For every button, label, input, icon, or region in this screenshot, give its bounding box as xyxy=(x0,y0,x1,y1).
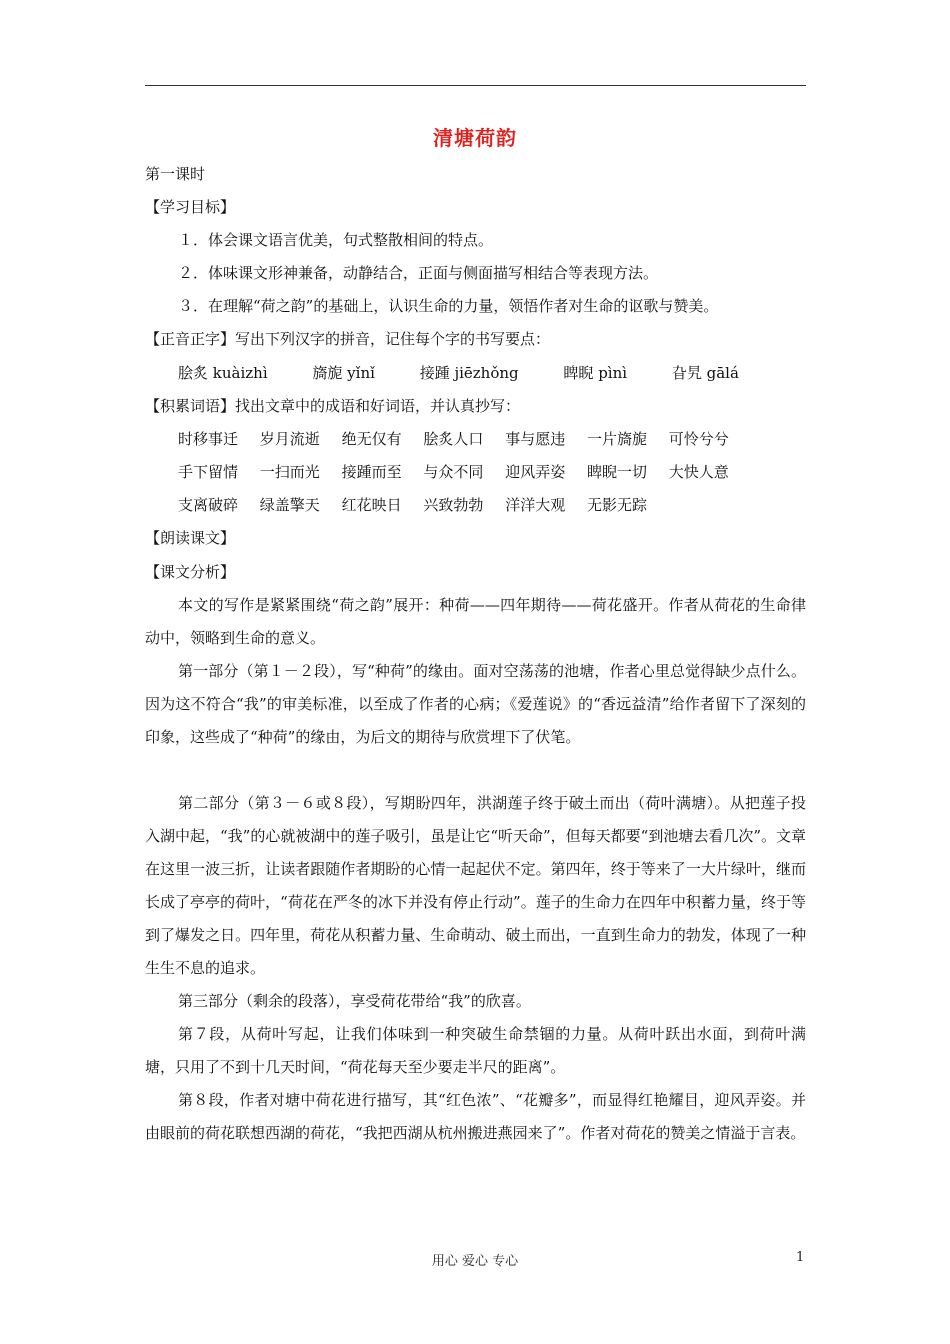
goal-item: １．体会课文语言优美，句式整散相间的特点。 xyxy=(178,231,494,249)
vocab-row xyxy=(178,494,664,516)
vocab-word: 脍炙人口 xyxy=(423,430,484,448)
goal-item: ３．在理解“荷之韵”的基础上，认识生命的力量，领悟作者对生命的讴歌与赞美。 xyxy=(178,297,719,315)
vocab-word: 接踵而至 xyxy=(341,463,402,481)
header-rule xyxy=(145,85,806,86)
vocab-word: 大快人意 xyxy=(668,463,729,481)
analysis-paragraph: 第三部分（剩余的段落），享受荷花带给“我”的欣喜。 xyxy=(178,992,531,1010)
pinyin-item: 脍炙 kuàizhì xyxy=(178,364,268,382)
goal-item: ２．体味课文形神兼备，动静结合，正面与侧面描写相结合等表现方法。 xyxy=(178,264,659,282)
vocab-word: 洋洋大观 xyxy=(505,496,566,514)
analysis-paragraph: 第二部分（第３－６或８段），写期盼四年，洪湖莲子终于破土而出（荷叶满塘）。从把莲子投入湖中起，“我”的心就被湖中的莲子吸引，虽是让它“听天命”，但每天都要“到池塘去看几次”。文章在这里一波三折，让读者跟随作者期盼的心情一起起伏不定。第四年，终于等来了一大片绿叶，继而长成了亭亭的荷叶，“荷花在严冬的冰下并没有停止行动”。莲子的生命力在四年中积蓄力量，终于等到了爆发之日。四年里，荷花从积蓄力量、生命萌动、破土而出，一直到生命力的勃发，体现了一种生生不息的追求。 xyxy=(145,794,807,977)
analysis-paragraph: 第一部分（第１－２段），写“种荷”的缘由。面对空荡荡的池塘，作者心里总觉得缺少点什么。因为这不符合“我”的审美标准，以至成了作者的心病；《爱莲说》的“香远益清”给作者留下了深刻的印象，这些成了“种荷”的缘由，为后文的期待与欣赏埋下了伏笔。 xyxy=(145,662,806,746)
section-goals-heading: 【学习目标】 xyxy=(145,198,236,216)
vocab-word: 支离破碎 xyxy=(178,496,239,514)
vocab-word: 一片旖旎 xyxy=(586,430,647,448)
analysis-paragraph: 本文的写作是紧紧围绕“荷之韵”展开：种荷——四年期待——荷花盛开。作者从荷花的生命律动中，领略到生命的意义。 xyxy=(145,596,806,647)
section-analysis-heading: 【课文分析】 xyxy=(145,563,236,581)
analysis-paragraph: 第８段，作者对塘中荷花进行描写，其“红色浓”、“花瓣多”，而显得红艳耀目，迎风弄姿。并由眼前的荷花联想西湖的荷花，“我把西湖从杭州搬进燕园来了”。作者对荷花的赞美之情溢于言表。 xyxy=(145,1091,806,1142)
pinyin-item: 接踵 jiēzhǒng xyxy=(419,364,519,382)
vocab-word: 绿盖擎天 xyxy=(259,496,320,514)
page-footer: 用心 爱心 专心 xyxy=(431,1254,519,1269)
vocab-row xyxy=(178,428,746,450)
vocab-row xyxy=(178,461,746,483)
vocab-word: 时移事迁 xyxy=(178,430,239,448)
vocab-word: 绝无仅有 xyxy=(341,430,402,448)
vocab-word: 手下留情 xyxy=(178,463,239,481)
vocab-word: 红花映日 xyxy=(341,496,402,514)
vocab-word: 与众不同 xyxy=(423,463,484,481)
vocab-word: 无影无踪 xyxy=(586,496,647,514)
pinyin-list xyxy=(178,362,779,384)
lesson-period: 第一课时 xyxy=(145,165,206,183)
section-pinyin-heading: 【正音正字】写出下列汉字的拼音，记住每个字的书写要点： xyxy=(145,330,551,348)
vocab-word: 可怜兮兮 xyxy=(668,430,729,448)
vocab-word: 兴致勃勃 xyxy=(423,496,484,514)
pinyin-item: 旖旎 yǐnǐ xyxy=(312,364,375,382)
vocab-word: 睥睨一切 xyxy=(586,463,647,481)
vocab-word: 岁月流逝 xyxy=(259,430,320,448)
analysis-paragraph: 第７段，从荷叶写起，让我们体味到一种突破生命禁锢的力量。从荷叶跃出水面，到荷叶满塘，只用了不到十几天时间，“荷花每天至少要走半尺的距离”。 xyxy=(145,1025,806,1076)
section-vocab-heading: 【积累词语】找出文章中的成语和好词语，并认真抄写： xyxy=(145,397,521,415)
page-number: 1 xyxy=(796,1250,805,1265)
document-title: 清塘荷韵 xyxy=(433,126,517,150)
pinyin-item: 睥睨 pìnì xyxy=(563,364,628,382)
section-read-heading: 【朗读课文】 xyxy=(145,529,236,547)
vocab-word: 迎风弄姿 xyxy=(505,463,566,481)
vocab-word: 一扫而光 xyxy=(259,463,320,481)
pinyin-item: 旮旯 gālá xyxy=(671,364,739,382)
vocab-word: 事与愿违 xyxy=(505,430,566,448)
